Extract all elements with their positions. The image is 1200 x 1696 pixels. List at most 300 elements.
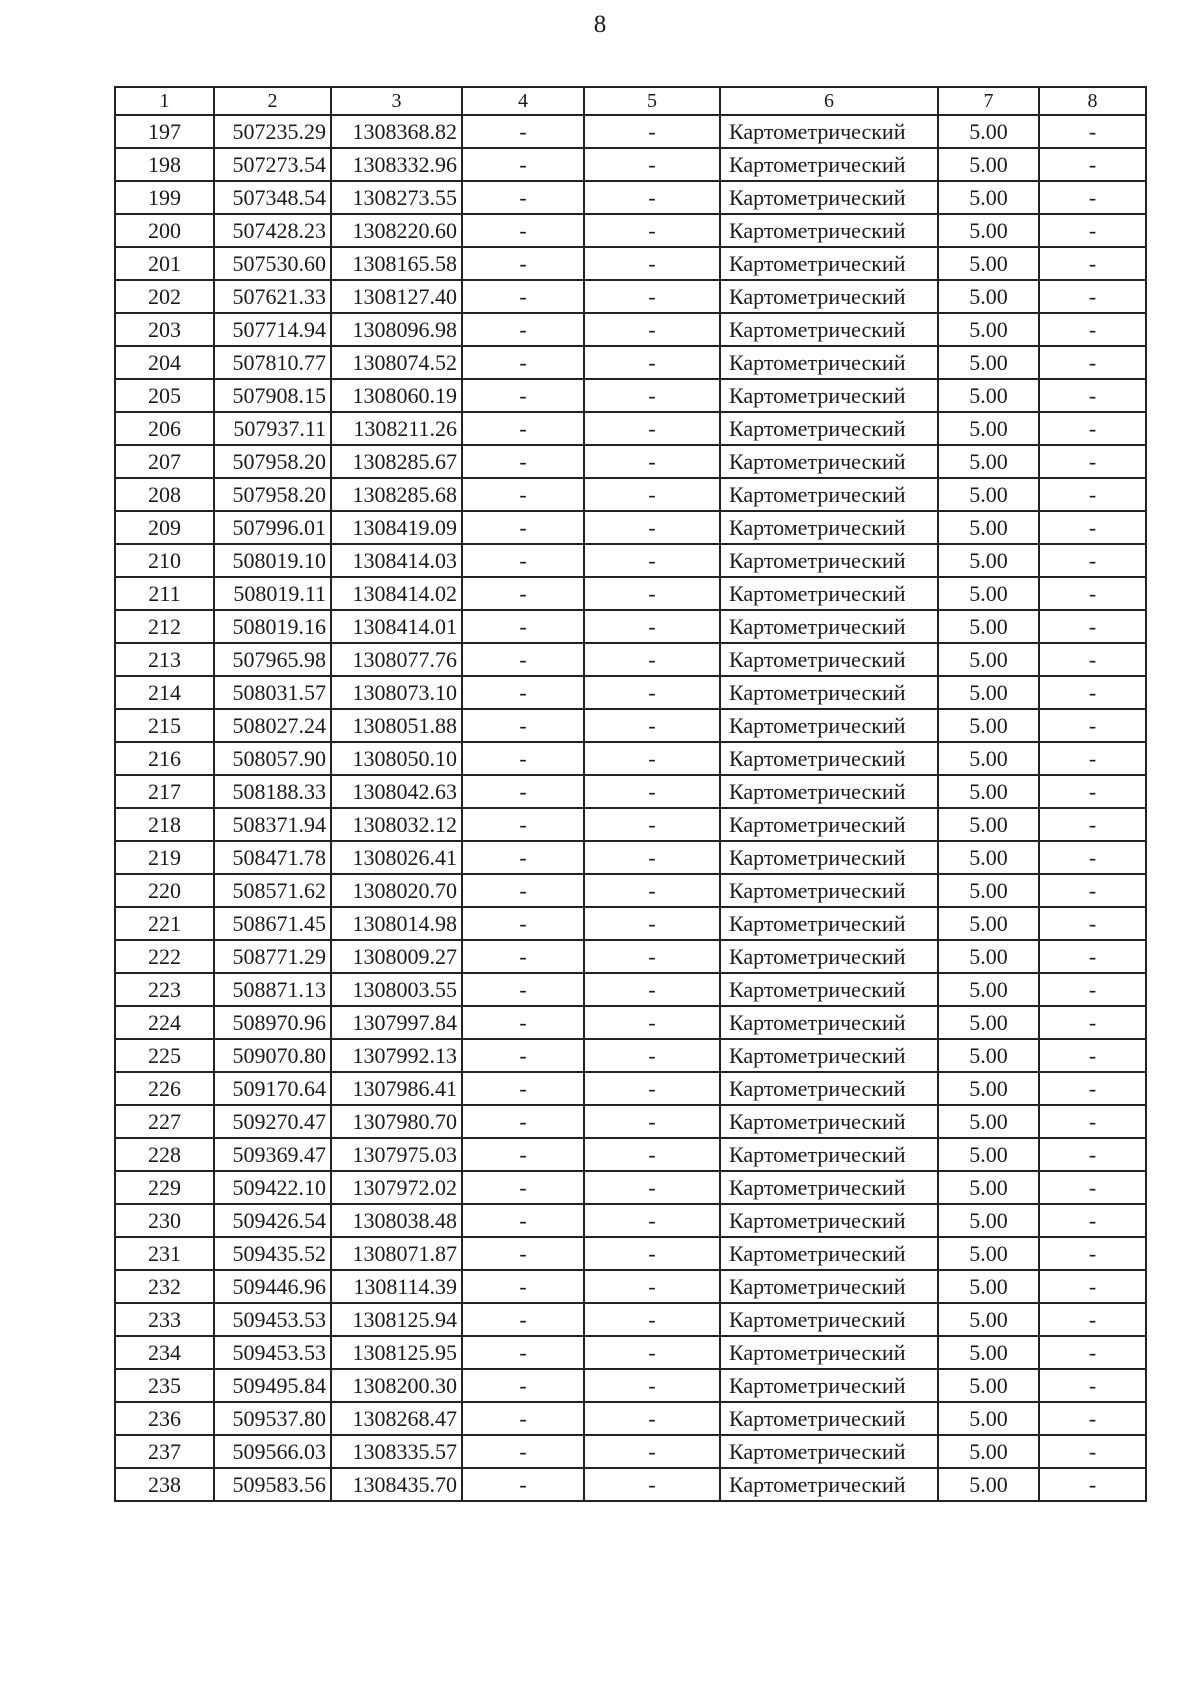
table-row (115, 544, 1146, 577)
column-8-cell: - (1039, 511, 1146, 544)
point-number-cell: 237 (115, 1435, 214, 1468)
method-cell: Картометрический (720, 115, 938, 148)
column-8-cell: - (1039, 610, 1146, 643)
method-cell: Картометрический (720, 1237, 938, 1270)
point-number-cell: 214 (115, 676, 214, 709)
table-row (115, 1468, 1146, 1501)
column-4-cell: - (462, 1303, 584, 1336)
method-cell: Картометрический (720, 1171, 938, 1204)
method-cell: Картометрический (720, 214, 938, 247)
column-4-cell: - (462, 1237, 584, 1270)
column-8-cell: - (1039, 181, 1146, 214)
column-header: 4 (462, 87, 584, 115)
column-5-cell: - (584, 1237, 720, 1270)
column-8-cell: - (1039, 1468, 1146, 1501)
coordinates-table (114, 86, 1147, 1502)
accuracy-cell: 5.00 (938, 511, 1039, 544)
column-4-cell: - (462, 445, 584, 478)
method-cell: Картометрический (720, 1072, 938, 1105)
column-5-cell: - (584, 247, 720, 280)
column-5-cell: - (584, 1039, 720, 1072)
column-5-cell: - (584, 1435, 720, 1468)
column-4-cell: - (462, 181, 584, 214)
accuracy-cell: 5.00 (938, 412, 1039, 445)
table-row (115, 1105, 1146, 1138)
method-cell: Картометрический (720, 973, 938, 1006)
column-5-cell: - (584, 313, 720, 346)
table-row (115, 775, 1146, 808)
table-row (115, 313, 1146, 346)
y-coordinate-cell: 1308414.02 (331, 577, 462, 610)
method-cell: Картометрический (720, 148, 938, 181)
point-number-cell: 224 (115, 1006, 214, 1039)
y-coordinate-cell: 1308071.87 (331, 1237, 462, 1270)
method-cell: Картометрический (720, 775, 938, 808)
column-4-cell: - (462, 1138, 584, 1171)
y-coordinate-cell: 1308335.57 (331, 1435, 462, 1468)
y-coordinate-cell: 1308074.52 (331, 346, 462, 379)
x-coordinate-cell: 509583.56 (214, 1468, 331, 1501)
x-coordinate-cell: 507996.01 (214, 511, 331, 544)
x-coordinate-cell: 508771.29 (214, 940, 331, 973)
accuracy-cell: 5.00 (938, 445, 1039, 478)
y-coordinate-cell: 1308200.30 (331, 1369, 462, 1402)
method-cell: Картометрический (720, 478, 938, 511)
table-row (115, 1171, 1146, 1204)
column-4-cell: - (462, 379, 584, 412)
column-5-cell: - (584, 1072, 720, 1105)
column-4-cell: - (462, 742, 584, 775)
column-5-cell: - (584, 115, 720, 148)
x-coordinate-cell: 509453.53 (214, 1336, 331, 1369)
table-row (115, 874, 1146, 907)
accuracy-cell: 5.00 (938, 148, 1039, 181)
column-5-cell: - (584, 445, 720, 478)
table-row (115, 1072, 1146, 1105)
method-cell: Картометрический (720, 445, 938, 478)
table-row (115, 1303, 1146, 1336)
point-number-cell: 222 (115, 940, 214, 973)
column-8-cell: - (1039, 775, 1146, 808)
y-coordinate-cell: 1308435.70 (331, 1468, 462, 1501)
accuracy-cell: 5.00 (938, 973, 1039, 1006)
y-coordinate-cell: 1307975.03 (331, 1138, 462, 1171)
column-8-cell: - (1039, 1336, 1146, 1369)
y-coordinate-cell: 1308165.58 (331, 247, 462, 280)
method-cell: Картометрический (720, 1402, 938, 1435)
y-coordinate-cell: 1308368.82 (331, 115, 462, 148)
y-coordinate-cell: 1308127.40 (331, 280, 462, 313)
table-row (115, 577, 1146, 610)
point-number-cell: 227 (115, 1105, 214, 1138)
column-5-cell: - (584, 907, 720, 940)
column-4-cell: - (462, 1105, 584, 1138)
table-row (115, 610, 1146, 643)
column-8-cell: - (1039, 1039, 1146, 1072)
y-coordinate-cell: 1308014.98 (331, 907, 462, 940)
x-coordinate-cell: 507958.20 (214, 445, 331, 478)
point-number-cell: 202 (115, 280, 214, 313)
x-coordinate-cell: 509495.84 (214, 1369, 331, 1402)
column-8-cell: - (1039, 874, 1146, 907)
column-8-cell: - (1039, 1204, 1146, 1237)
column-8-cell: - (1039, 808, 1146, 841)
point-number-cell: 231 (115, 1237, 214, 1270)
x-coordinate-cell: 509453.53 (214, 1303, 331, 1336)
column-8-cell: - (1039, 1105, 1146, 1138)
accuracy-cell: 5.00 (938, 1138, 1039, 1171)
y-coordinate-cell: 1308211.26 (331, 412, 462, 445)
method-cell: Картометрический (720, 1435, 938, 1468)
x-coordinate-cell: 507965.98 (214, 643, 331, 676)
method-cell: Картометрический (720, 907, 938, 940)
x-coordinate-cell: 508571.62 (214, 874, 331, 907)
point-number-cell: 200 (115, 214, 214, 247)
column-4-cell: - (462, 1204, 584, 1237)
table-row (115, 511, 1146, 544)
column-4-cell: - (462, 148, 584, 181)
column-8-cell: - (1039, 940, 1146, 973)
column-8-cell: - (1039, 1270, 1146, 1303)
column-header: 5 (584, 87, 720, 115)
point-number-cell: 225 (115, 1039, 214, 1072)
column-8-cell: - (1039, 676, 1146, 709)
method-cell: Картометрический (720, 280, 938, 313)
column-8-cell: - (1039, 412, 1146, 445)
accuracy-cell: 5.00 (938, 1303, 1039, 1336)
y-coordinate-cell: 1308414.03 (331, 544, 462, 577)
point-number-cell: 210 (115, 544, 214, 577)
method-cell: Картометрический (720, 247, 938, 280)
y-coordinate-cell: 1307992.13 (331, 1039, 462, 1072)
x-coordinate-cell: 508188.33 (214, 775, 331, 808)
column-header: 3 (331, 87, 462, 115)
accuracy-cell: 5.00 (938, 808, 1039, 841)
accuracy-cell: 5.00 (938, 940, 1039, 973)
method-cell: Картометрический (720, 874, 938, 907)
column-8-cell: - (1039, 841, 1146, 874)
column-5-cell: - (584, 478, 720, 511)
method-cell: Картометрический (720, 841, 938, 874)
table-row (115, 643, 1146, 676)
y-coordinate-cell: 1307986.41 (331, 1072, 462, 1105)
accuracy-cell: 5.00 (938, 214, 1039, 247)
column-8-cell: - (1039, 1072, 1146, 1105)
column-4-cell: - (462, 808, 584, 841)
x-coordinate-cell: 507908.15 (214, 379, 331, 412)
accuracy-cell: 5.00 (938, 577, 1039, 610)
column-5-cell: - (584, 610, 720, 643)
column-8-cell: - (1039, 1369, 1146, 1402)
table-row (115, 214, 1146, 247)
method-cell: Картометрический (720, 313, 938, 346)
accuracy-cell: 5.00 (938, 247, 1039, 280)
x-coordinate-cell: 508871.13 (214, 973, 331, 1006)
table-row (115, 1039, 1146, 1072)
method-cell: Картометрический (720, 577, 938, 610)
point-number-cell: 204 (115, 346, 214, 379)
y-coordinate-cell: 1308020.70 (331, 874, 462, 907)
point-number-cell: 208 (115, 478, 214, 511)
table-row (115, 1402, 1146, 1435)
column-4-cell: - (462, 940, 584, 973)
column-8-cell: - (1039, 280, 1146, 313)
column-5-cell: - (584, 214, 720, 247)
point-number-cell: 226 (115, 1072, 214, 1105)
y-coordinate-cell: 1308073.10 (331, 676, 462, 709)
point-number-cell: 217 (115, 775, 214, 808)
column-5-cell: - (584, 940, 720, 973)
column-8-cell: - (1039, 1303, 1146, 1336)
method-cell: Картометрический (720, 1039, 938, 1072)
x-coordinate-cell: 507235.29 (214, 115, 331, 148)
table-row (115, 940, 1146, 973)
point-number-cell: 199 (115, 181, 214, 214)
table-row (115, 742, 1146, 775)
method-cell: Картометрический (720, 1303, 938, 1336)
x-coordinate-cell: 509426.54 (214, 1204, 331, 1237)
accuracy-cell: 5.00 (938, 643, 1039, 676)
point-number-cell: 201 (115, 247, 214, 280)
x-coordinate-cell: 507348.54 (214, 181, 331, 214)
point-number-cell: 215 (115, 709, 214, 742)
point-number-cell: 230 (115, 1204, 214, 1237)
column-5-cell: - (584, 1138, 720, 1171)
column-4-cell: - (462, 1369, 584, 1402)
accuracy-cell: 5.00 (938, 610, 1039, 643)
column-5-cell: - (584, 742, 720, 775)
x-coordinate-cell: 508057.90 (214, 742, 331, 775)
y-coordinate-cell: 1308125.94 (331, 1303, 462, 1336)
y-coordinate-cell: 1308273.55 (331, 181, 462, 214)
column-5-cell: - (584, 1402, 720, 1435)
column-5-cell: - (584, 709, 720, 742)
point-number-cell: 198 (115, 148, 214, 181)
method-cell: Картометрический (720, 1204, 938, 1237)
column-5-cell: - (584, 1006, 720, 1039)
column-5-cell: - (584, 346, 720, 379)
column-8-cell: - (1039, 1138, 1146, 1171)
point-number-cell: 209 (115, 511, 214, 544)
accuracy-cell: 5.00 (938, 1369, 1039, 1402)
accuracy-cell: 5.00 (938, 1006, 1039, 1039)
column-4-cell: - (462, 874, 584, 907)
y-coordinate-cell: 1308096.98 (331, 313, 462, 346)
point-number-cell: 206 (115, 412, 214, 445)
table-row (115, 709, 1146, 742)
table-row (115, 841, 1146, 874)
table-row (115, 478, 1146, 511)
column-8-cell: - (1039, 379, 1146, 412)
x-coordinate-cell: 507273.54 (214, 148, 331, 181)
column-5-cell: - (584, 1303, 720, 1336)
table-row (115, 1435, 1146, 1468)
x-coordinate-cell: 507621.33 (214, 280, 331, 313)
x-coordinate-cell: 509369.47 (214, 1138, 331, 1171)
column-5-cell: - (584, 148, 720, 181)
column-8-cell: - (1039, 247, 1146, 280)
column-8-cell: - (1039, 907, 1146, 940)
point-number-cell: 238 (115, 1468, 214, 1501)
x-coordinate-cell: 508970.96 (214, 1006, 331, 1039)
column-4-cell: - (462, 775, 584, 808)
column-4-cell: - (462, 214, 584, 247)
point-number-cell: 235 (115, 1369, 214, 1402)
x-coordinate-cell: 507428.23 (214, 214, 331, 247)
point-number-cell: 236 (115, 1402, 214, 1435)
y-coordinate-cell: 1308125.95 (331, 1336, 462, 1369)
accuracy-cell: 5.00 (938, 1072, 1039, 1105)
column-5-cell: - (584, 775, 720, 808)
x-coordinate-cell: 508671.45 (214, 907, 331, 940)
point-number-cell: 216 (115, 742, 214, 775)
table-row (115, 445, 1146, 478)
accuracy-cell: 5.00 (938, 1270, 1039, 1303)
y-coordinate-cell: 1308003.55 (331, 973, 462, 1006)
column-4-cell: - (462, 313, 584, 346)
point-number-cell: 211 (115, 577, 214, 610)
column-5-cell: - (584, 1171, 720, 1204)
x-coordinate-cell: 507714.94 (214, 313, 331, 346)
column-header: 2 (214, 87, 331, 115)
column-5-cell: - (584, 1105, 720, 1138)
method-cell: Картометрический (720, 1270, 938, 1303)
column-4-cell: - (462, 115, 584, 148)
column-5-cell: - (584, 280, 720, 313)
point-number-cell: 220 (115, 874, 214, 907)
column-8-cell: - (1039, 643, 1146, 676)
x-coordinate-cell: 508471.78 (214, 841, 331, 874)
y-coordinate-cell: 1308051.88 (331, 709, 462, 742)
table-header-row (115, 87, 1146, 115)
column-5-cell: - (584, 676, 720, 709)
accuracy-cell: 5.00 (938, 115, 1039, 148)
accuracy-cell: 5.00 (938, 1402, 1039, 1435)
method-cell: Картометрический (720, 940, 938, 973)
accuracy-cell: 5.00 (938, 874, 1039, 907)
x-coordinate-cell: 509537.80 (214, 1402, 331, 1435)
accuracy-cell: 5.00 (938, 709, 1039, 742)
accuracy-cell: 5.00 (938, 379, 1039, 412)
x-coordinate-cell: 509070.80 (214, 1039, 331, 1072)
method-cell: Картометрический (720, 676, 938, 709)
column-8-cell: - (1039, 115, 1146, 148)
column-4-cell: - (462, 247, 584, 280)
column-4-cell: - (462, 1039, 584, 1072)
accuracy-cell: 5.00 (938, 346, 1039, 379)
column-8-cell: - (1039, 577, 1146, 610)
table-row (115, 1270, 1146, 1303)
point-number-cell: 203 (115, 313, 214, 346)
column-4-cell: - (462, 511, 584, 544)
accuracy-cell: 5.00 (938, 1171, 1039, 1204)
method-cell: Картометрический (720, 181, 938, 214)
column-5-cell: - (584, 379, 720, 412)
point-number-cell: 233 (115, 1303, 214, 1336)
column-4-cell: - (462, 1402, 584, 1435)
y-coordinate-cell: 1308060.19 (331, 379, 462, 412)
column-5-cell: - (584, 511, 720, 544)
point-number-cell: 223 (115, 973, 214, 1006)
table-row (115, 676, 1146, 709)
table-row (115, 115, 1146, 148)
method-cell: Картометрический (720, 511, 938, 544)
column-8-cell: - (1039, 214, 1146, 247)
y-coordinate-cell: 1308050.10 (331, 742, 462, 775)
column-4-cell: - (462, 412, 584, 445)
point-number-cell: 219 (115, 841, 214, 874)
table-row (115, 1138, 1146, 1171)
column-4-cell: - (462, 676, 584, 709)
column-8-cell: - (1039, 1435, 1146, 1468)
column-4-cell: - (462, 1171, 584, 1204)
point-number-cell: 234 (115, 1336, 214, 1369)
accuracy-cell: 5.00 (938, 1435, 1039, 1468)
y-coordinate-cell: 1308114.39 (331, 1270, 462, 1303)
column-5-cell: - (584, 577, 720, 610)
column-8-cell: - (1039, 445, 1146, 478)
column-4-cell: - (462, 1435, 584, 1468)
table-row (115, 907, 1146, 940)
method-cell: Картометрический (720, 544, 938, 577)
point-number-cell: 197 (115, 115, 214, 148)
column-8-cell: - (1039, 1237, 1146, 1270)
column-4-cell: - (462, 1468, 584, 1501)
column-5-cell: - (584, 643, 720, 676)
column-8-cell: - (1039, 544, 1146, 577)
x-coordinate-cell: 507937.11 (214, 412, 331, 445)
point-number-cell: 221 (115, 907, 214, 940)
x-coordinate-cell: 509170.64 (214, 1072, 331, 1105)
method-cell: Картометрический (720, 346, 938, 379)
column-8-cell: - (1039, 742, 1146, 775)
column-4-cell: - (462, 346, 584, 379)
point-number-cell: 213 (115, 643, 214, 676)
method-cell: Картометрический (720, 643, 938, 676)
table-body (115, 87, 1146, 1501)
point-number-cell: 228 (115, 1138, 214, 1171)
column-8-cell: - (1039, 1171, 1146, 1204)
method-cell: Картометрический (720, 808, 938, 841)
table-row (115, 148, 1146, 181)
point-number-cell: 218 (115, 808, 214, 841)
point-number-cell: 207 (115, 445, 214, 478)
table-row (115, 346, 1146, 379)
column-8-cell: - (1039, 709, 1146, 742)
column-8-cell: - (1039, 478, 1146, 511)
column-5-cell: - (584, 808, 720, 841)
column-4-cell: - (462, 1336, 584, 1369)
column-5-cell: - (584, 1204, 720, 1237)
column-4-cell: - (462, 577, 584, 610)
table-row (115, 808, 1146, 841)
method-cell: Картометрический (720, 1105, 938, 1138)
method-cell: Картометрический (720, 742, 938, 775)
y-coordinate-cell: 1308419.09 (331, 511, 462, 544)
y-coordinate-cell: 1308077.76 (331, 643, 462, 676)
table-row (115, 973, 1146, 1006)
method-cell: Картометрический (720, 1138, 938, 1171)
column-8-cell: - (1039, 1402, 1146, 1435)
point-number-cell: 232 (115, 1270, 214, 1303)
x-coordinate-cell: 508019.10 (214, 544, 331, 577)
column-8-cell: - (1039, 148, 1146, 181)
column-4-cell: - (462, 1072, 584, 1105)
column-4-cell: - (462, 643, 584, 676)
accuracy-cell: 5.00 (938, 1105, 1039, 1138)
column-5-cell: - (584, 874, 720, 907)
accuracy-cell: 5.00 (938, 1336, 1039, 1369)
